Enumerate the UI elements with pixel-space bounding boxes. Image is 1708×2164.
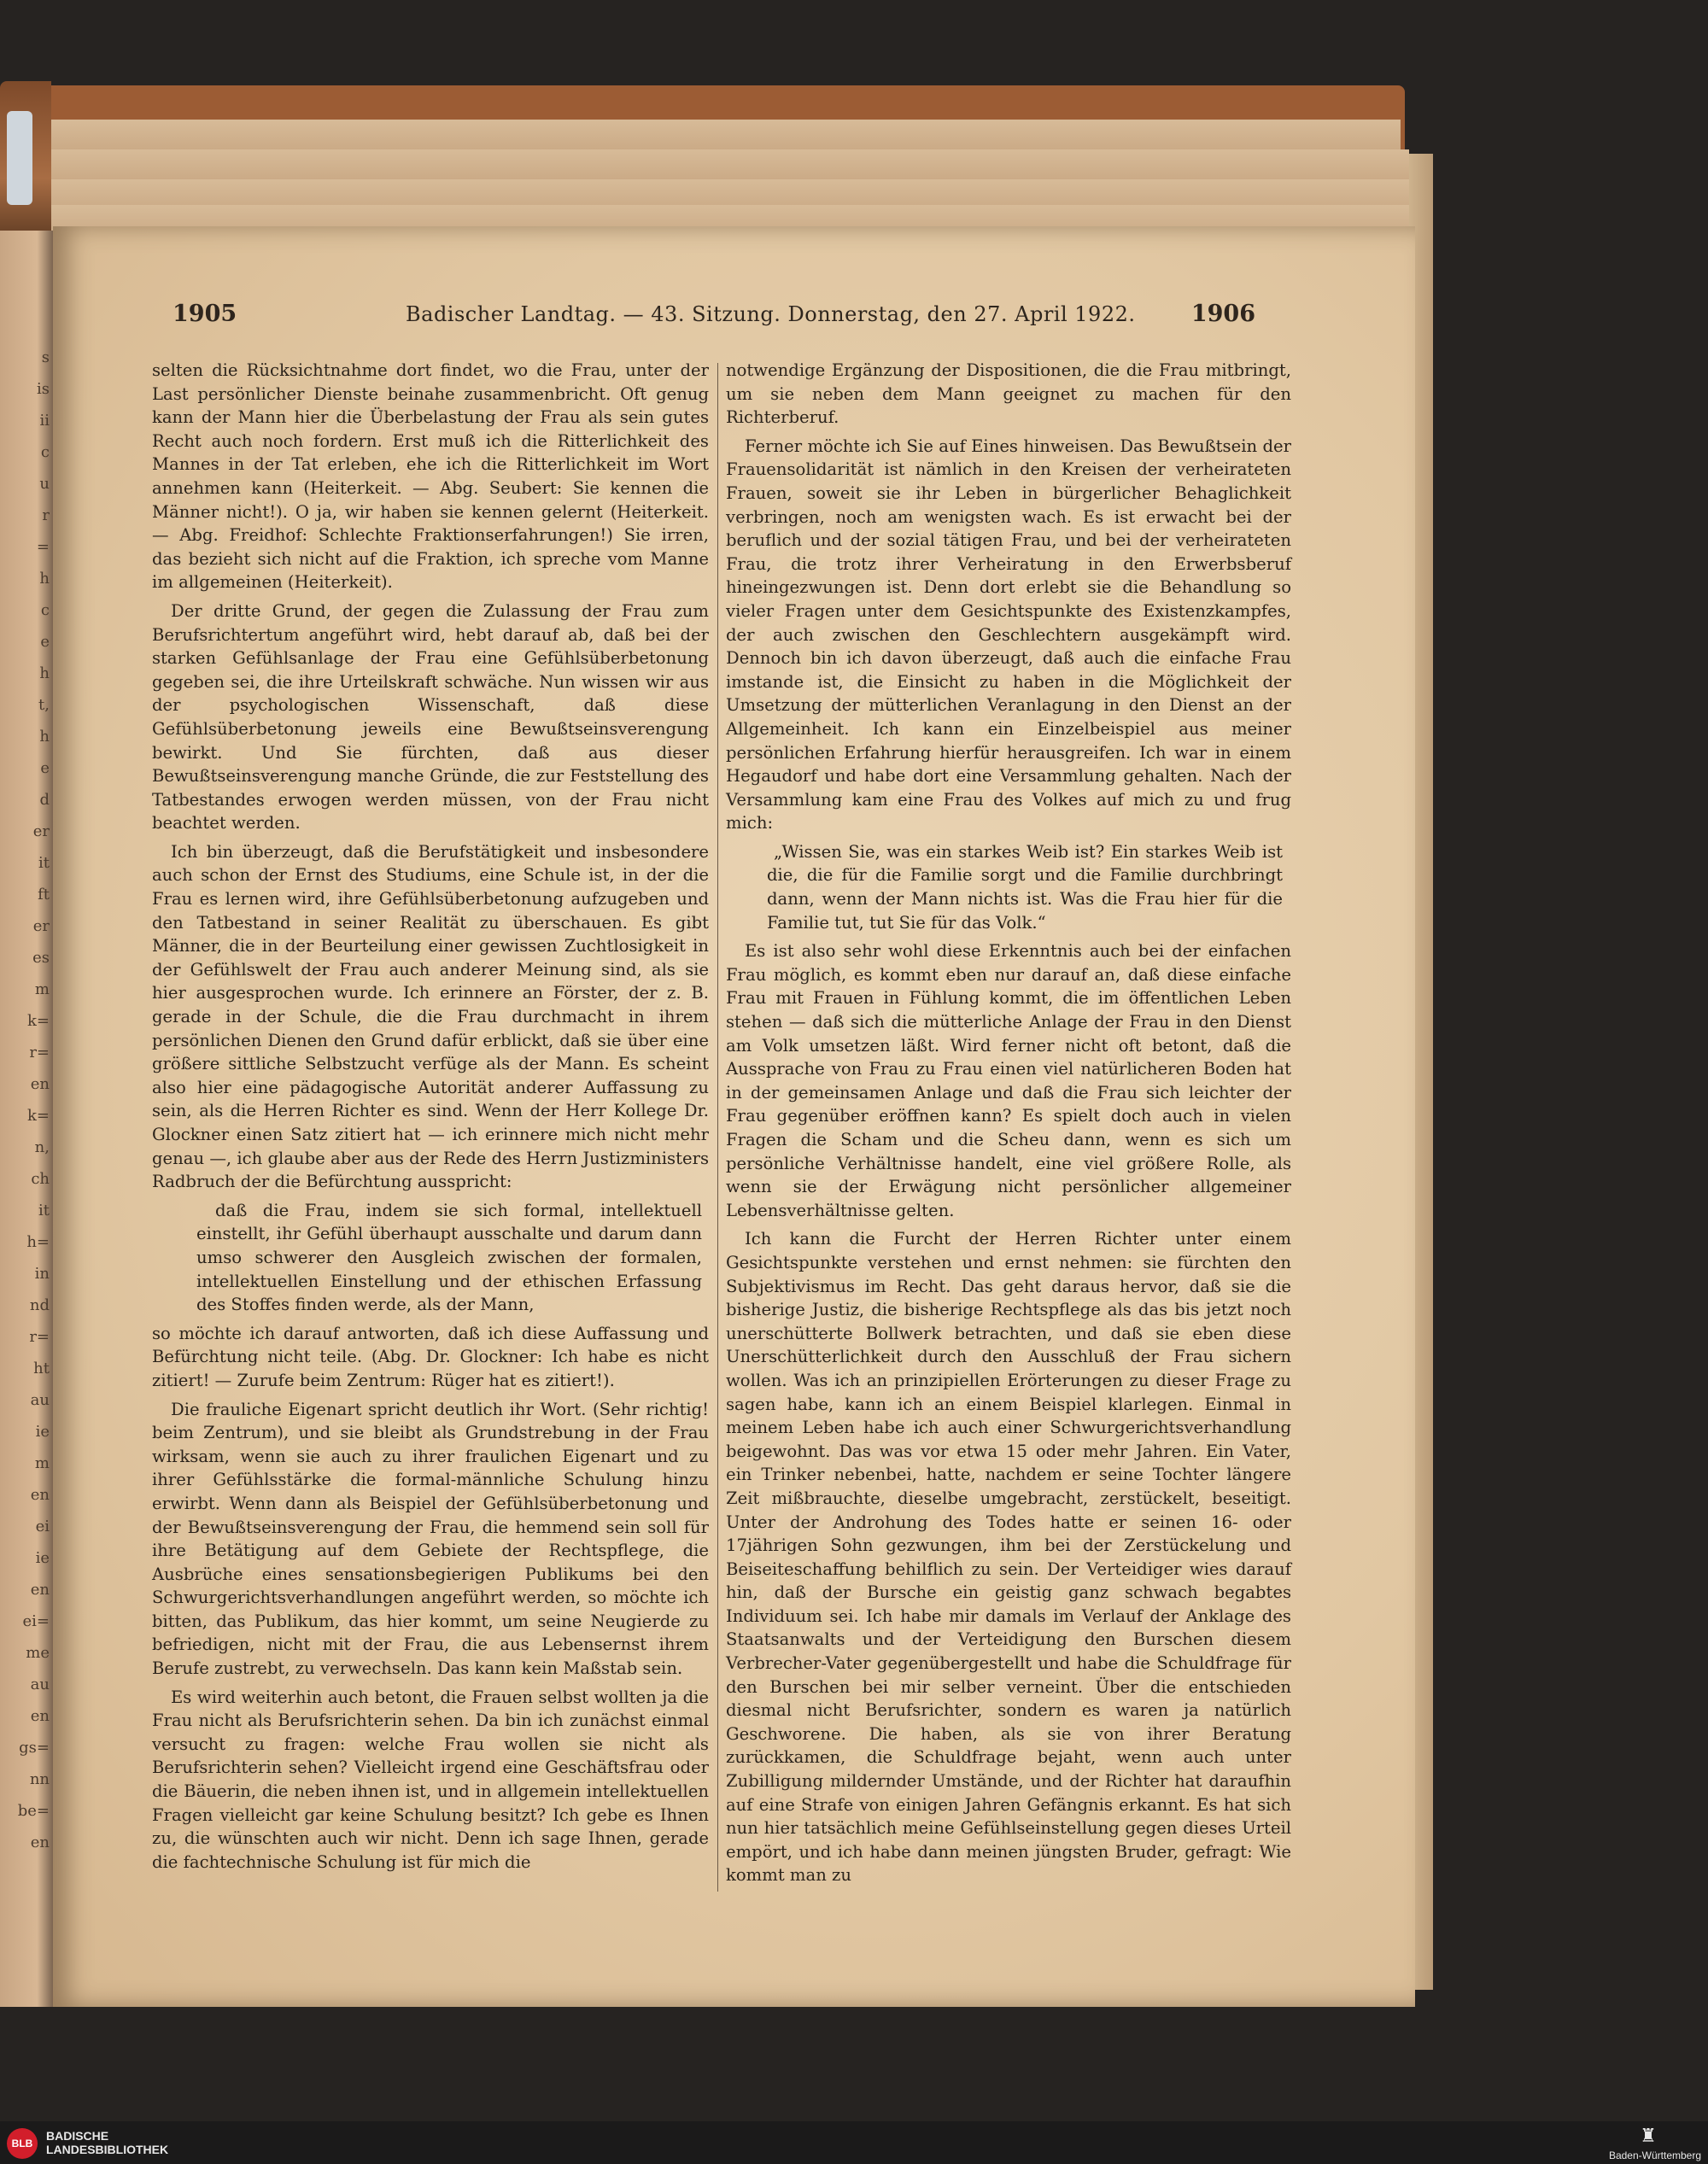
paragraph: so möchte ich darauf antworten, daß ich diese Auffassung und Befürchtung nicht teile. (Abg. Dr. Glockner: Ich habe es nicht zitiert! — Zurufe beim Zentrum: Rüger hat es zitiert!). (152, 1323, 709, 1390)
facing-page-text-fragment: r= (29, 1328, 50, 1346)
facing-page-text-fragment: r= (29, 1044, 50, 1062)
facing-page-text-fragment: k= (27, 1012, 50, 1030)
spine-label (7, 111, 32, 205)
facing-page-text-fragment: en (30, 1075, 50, 1093)
facing-page-text-fragment: u (39, 475, 50, 493)
facing-page-text-fragment: r (42, 506, 50, 524)
facing-page-text-fragment: s (41, 348, 50, 366)
facing-page-text-fragment: m (34, 1454, 50, 1472)
facing-page-text-fragment: in (34, 1265, 50, 1283)
facing-page-text-fragment: h= (26, 1233, 50, 1251)
facing-page-text-fragment: h (39, 728, 50, 746)
state-label: Baden-Württemberg (1608, 2149, 1701, 2161)
facing-page-text-fragment: ii (39, 412, 50, 430)
facing-page-text-fragment: au (30, 1676, 50, 1693)
facing-page-text-fragment: = (36, 538, 50, 556)
facing-page-text-fragment: c (40, 601, 50, 619)
paragraph: Ferner möchte ich Sie auf Eines hinweisen. Das Bewußtsein der Frauensolidarität ist nämlich in den Kreisen der verheirateten Frauen, soweit sie ihr Leben in bürgerlicher Behaglichkeit verbringen, noch am wenigsten wach. Es ist erwacht bei der beruflich und der sozial tätigen Frau, und bei der verheirateten Frau, die trotz ihrer Verheiratung in den Erwerbsberuf hineingezwungen ist. Denn dort erlebt sie die Behandlung so vieler Fragen unter dem Gesichtspunkte des Existenzkampfes, der auch zwischen den Geschlechtern ausgekämpft wird. Dennoch bin ich davon überzeugt, daß auch die einfache Frau imstande ist, die Einsicht zu haben in die Möglichkeit der Umsetzung der mütterlichen Veranlagung in den Dienst an der Allgemeinheit. Ich kann ein Einzelbeispiel aus meiner persönlichen Erfahrung hierfür herausgreifen. Ich war in einem Hegaudorf und habe dort eine Versammlung gehalten. Nach der Versammlung kam eine Frau des Volkes auf mich zu und frug mich: (726, 436, 1291, 833)
facing-page-text-fragment: it (38, 1202, 50, 1219)
facing-page-text-fragment: ie (35, 1549, 50, 1567)
facing-page-text-fragment: c (40, 443, 50, 461)
facing-page-text-fragment: h (39, 664, 50, 682)
facing-page-text-fragment: nd (29, 1296, 50, 1314)
page-number-right: 1906 (1190, 301, 1255, 327)
facing-page-text-fragment: ch (31, 1170, 50, 1188)
library-name-line2: LANDESBIBLIOTHEK (46, 2143, 169, 2156)
facing-page-text-fragment: n, (34, 1138, 50, 1156)
paragraph: Es ist also sehr wohl diese Erkenntnis auch bei der einfachen Frau möglich, es kommt eben nur darauf an, daß diese einfache Frau mit Frauen in Fühlung kommt, die im öffentlichen Leben stehen — daß sich die mütterliche Anlage der Frau in den Dienst am Volk umsetzen läßt. Wird ferner nicht oft betont, daß die Aussprache von Frau zu Frau einen viel natürlicheren Boden hat in der gemeinsamen Anlage und daß die Frau sich leichter der Frau gegenüber eröffnen kann? Es spielt doch auch in vielen Fragen die Scham und die Scheu dann, wenn es sich um persönliche Verhältnisse handelt, eine viel größere Rolle, als wenn sie der Erwägung nicht persönlicher allgemeiner Lebensverhältnisse gelten. (726, 941, 1291, 1220)
column-divider (717, 363, 718, 1892)
paragraph: selten die Rücksichtnahme dort findet, wo die Frau, unter der Last persönlicher Dienste beinahe zusammenbricht. Oft genug kann der Mann hier die Überbelastung der Frau als sein gutes Recht auch noch fordern. Erst muß ich die Ritterlichkeit des Mannes in der Tat erleben, ehe ich die Ritterlichkeit im Wort annehmen kann (Heiterkeit. — Abg. Seubert: Sie kennen die Männer nicht!). O ja, wir haben sie kennen gelernt (Heiterkeit. — Abg. Freidhof: Schlechte Fraktionserfahrungen!) Sie irren, das bezieht sich nicht auf die Fraktion, ich spreche vom Manne im allgemeinen (Heiterkeit). (152, 360, 709, 593)
facing-page-text-fragment: k= (27, 1107, 50, 1125)
facing-page-text-fragment: is (37, 380, 50, 398)
paragraph: Ich kann die Furcht der Herren Richter unter einem Gesichtspunkte verstehen und ernst nehmen: sie fürchten den Subjektivismus im Recht. Das geht daraus hervor, daß sie die bisherige Justiz, die bisherige Rechtspflege als das bis jetzt noch unerschütterte Bollwerk betrachten, und daß sie eben diese Unerschütterlichkeit durch den Ausschluß der Frau sichern wollen. Was ich an prinzipiellen Erörterungen zu dieser Frage zu sagen habe, kann ich an einem Beispiel klarlegen. Einmal in meinem Leben habe ich auch einer Schwurgerichtsverhandlung beigewohnt. Das was vor etwa 15 oder mehr Jahren. Ein Vater, ein Trinker nebenbei, hatte, nachdem er seine Tochter längere Zeit mißbrauchte, dieselbe umgebracht, zerstückelt, beseitigt. Unter der Androhung des Todes hatte er seinen 16- oder 17jährigen Sohn gezwungen, ihm bei der Zerstückelung und Beiseiteschaffung behilflich zu sein. Der Verteidiger wies darauf hin, daß der Bursche ein geistig ganz schwach begabtes Individuum sei. Ich habe mir damals im Verlauf der Anklage des Staatsanwalts und der Verteidigung den Burschen diesem Verbrecher-Vater gegenübergestellt und habe die Schuldfrage für den Burschen bei mir selber verneint. Über die entschieden diesmal nicht Berufsrichter, sondern es waren ja natürlich Geschworene. Die haben, als sie von ihrer Beratung zurückkamen, die Schuldfrage bejaht, wenn auch unter Zubilligung mildernder Umstände, und der Richter hat daraufhin auf eine Strafe von einigen Jahren Gefängnis erkannt. Es hat sich nun hier tatsächlich meine Gefühlseinstellung gegen dieses Urteil empört, und ich habe dann meinen jüngsten Bruder, gefragt: Wie kommt man zu (726, 1229, 1291, 1886)
facing-page-text-fragment: en (30, 1834, 50, 1851)
text-column-right (726, 359, 1291, 1892)
page-number-left: 1905 (173, 301, 237, 327)
facing-page-text-fragment: ht (33, 1360, 50, 1377)
facing-page-text-fragment: en (30, 1486, 50, 1504)
facing-page-text-fragment: nn (29, 1770, 50, 1788)
block-quote: daß die Frau, indem sie sich formal, intellektuell einstellt, ihr Gefühl überhaupt ausschalte und darum dann umso schwerer den Ausgleich zwischen der formalen, intellektuellen Einstellung und der ethischen Erfassung des Stoffes finden werde, als der Mann, (196, 1200, 702, 1315)
facing-page-text-fragment: ei (35, 1518, 50, 1535)
facing-page-text-fragment: t, (38, 696, 50, 714)
facing-page-text-fragment: en (30, 1707, 50, 1725)
facing-page-text-fragment: en (30, 1581, 50, 1599)
facing-page-text-fragment: au (30, 1391, 50, 1409)
facing-page-text-fragment: ft (38, 886, 50, 904)
facing-page-fragment (0, 231, 53, 2007)
facing-page-text-fragment: d (39, 791, 50, 809)
block-quote: „Wissen Sie, was ein starkes Weib ist? Ein starkes Weib ist die, die für die Familie sorgt und die Familie durchbringt dann, wenn der Mann nichts ist. Was die Frau hier für die Familie tut, tut Sie für das Volk.“ (767, 841, 1283, 933)
paragraph: Es wird weiterhin auch betont, die Frauen selbst wollten ja die Frau nicht als Berufsrichterin sehen. Da bin ich zunächst einmal versucht zu fragen: welche Frau wollen sie nicht als Berufsrichterin sehen? Vielleicht irgend eine Geschäftsfrau oder die Bäuerin, die neben ihnen ist, und in allgemein intellektuellen Fragen vielleicht gar keine Schulung besitzt? Ich gebe es Ihnen zu, die wünschten auch wir nicht. Denn ich sage Ihnen, gerade die fachtechnische Schulung ist für mich die (152, 1687, 709, 1872)
facing-page-text-fragment: es (32, 949, 50, 967)
blb-logo-icon: BLB (7, 2128, 38, 2159)
running-title: Badischer Landtag. — 43. Sitzung. Donnerstag, den 27. April 1922. (406, 302, 1136, 326)
facing-page-text-fragment: er (32, 917, 50, 935)
facing-page-text-fragment: be= (17, 1802, 50, 1820)
library-name-line1: BADISCHE (46, 2129, 109, 2143)
text-column-left (152, 359, 709, 1879)
facing-page-text-fragment: e (40, 633, 50, 651)
facing-page-text-fragment: ei= (22, 1612, 50, 1630)
facing-page-text-fragment: gs= (19, 1739, 50, 1757)
library-footer (0, 2121, 1708, 2164)
paragraph: Die frauliche Eigenart spricht deutlich ihr Wort. (Sehr richtig! beim Zentrum), und sie bleibt als Grundstrebung in der Frau wirksam, wenn sie auch zu ihrer fraulichen Eigenart und zu ihrer Gefühlsstärke die formal-männliche Schulung hinzu erwirbt. Wenn dann als Beispiel der Gefühlsüberbetonung und der Bewußtseinsverengung der Frau, die hemmend sein soll für ihre Betätigung auf dem Gebiete der Rechtspflege, die Ausbrüche eines sensationsbegierigen Publikums bei den Schwurgerichtsverhandlungen angeführt werden, so möchte ich bitten, das Publikum, das hier kommt, um seine Neugierde zu befriedigen, nicht mit der Frau, die aus Lebensernst ihrem Berufe zustrebt, zu verwechseln. Das kann kein Maßstab sein. (152, 1399, 709, 1679)
facing-page-text-fragment: me (26, 1644, 50, 1662)
paragraph: Ich bin überzeugt, daß die Berufstätigkeit und insbesondere auch schon der Ernst des Studiums, eine Schule ist, in der die Frau es lernen wird, ihre Gefühlsüberbetonung aufzugeben und den Tatbestand in seiner Realität zu überschauen. Es gibt Männer, die in der Beurteilung einer gewissen Zuchtlosigkeit in der Gefühlswelt der Frau auch anderer Meinung sind, als sie hier ausgesprochen wurde. Ich erinnere an Förster, der z. B. gerade in der Schule, die die Frau durchmacht in ihrem persönlichen Dienen den Grund dafür erblickt, daß sie über eine größere sittliche Selbstzucht verfüge als der Mann. Es scheint also hier eine pädagogische Autorität anderer Auffassung zu sein, als die Herren Richter es sind. Wenn der Herr Kollege Dr. Glockner einen Satz zitiert hat — ich erinnere mich nicht mehr genau —, ich glaube aber aus der Rede des Herrn Justizministers Radbruch der die Befürchtung ausspricht: (152, 841, 709, 1192)
paragraph: Der dritte Grund, der gegen die Zulassung der Frau zum Berufsrichtertum angeführt wird, hebt darauf ab, daß bei der starken Gefühlsanlage der Frau eine Gefühlsüberbetonung gegeben sei, die ihre Urteilskraft schwäche. Nun wissen wir aus der psychologischen Wissenschaft, daß diese Gefühlsüberbetonung jeweils eine Bewußtseinsverengung bewirkt. Und Sie fürchten, daß aus dieser Bewußtseinsverengung manche Gründe, die zur Feststellung des Tatbestandes erwogen werden müssen, von der Frau nicht beachtet werden. (152, 600, 709, 833)
page-header (154, 301, 1255, 335)
coat-of-arms-icon: ♜ (1640, 2125, 1657, 2146)
facing-page-text-fragment: ie (35, 1423, 50, 1441)
facing-page-text-fragment: er (32, 822, 50, 840)
library-name (46, 2129, 168, 2156)
facing-page-text-fragment: it (38, 854, 50, 872)
paragraph: notwendige Ergänzung der Dispositionen, die die Frau mitbringt, um sie neben dem Mann geeignet zu machen für den Richterberuf. (726, 360, 1291, 428)
facing-page-text-fragment: h (39, 570, 50, 588)
facing-page-text-fragment: e (40, 759, 50, 777)
facing-page-text-fragment: m (34, 980, 50, 998)
